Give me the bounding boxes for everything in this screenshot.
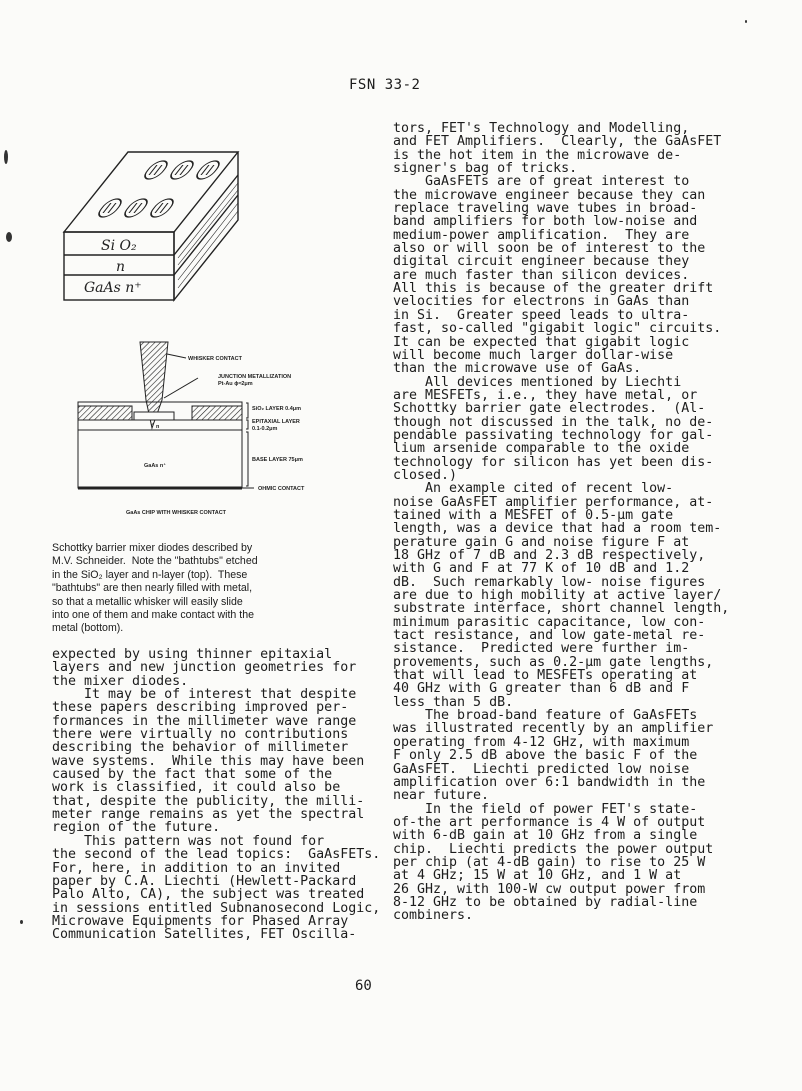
epitaxial-layer-label: EPITAXIAL LAYER [252,419,300,425]
chip-sketch-figure [56,140,246,305]
scan-speck [745,20,747,23]
gaas-label: GaAs n⁺ [84,280,142,296]
scan-speck [20,920,23,924]
whisker-contact-label: WHISKER CONTACT [188,356,242,362]
scan-speck [4,150,8,164]
junction-metal-spec: Pt-Au ϕ≈2μm [218,381,253,387]
chip-cross-section-figure [72,340,332,518]
epitaxial-layer-spec: 0.1-0.2μm [252,426,278,432]
junction-metal-label: JUNCTION METALLIZATION [218,374,292,380]
figure-title: GaAs CHIP WITH WHISKER CONTACT [126,510,227,516]
right-column-text: tors, FET's Technology and Modelling, and FET Amplifiers. Clearly, the GaAsFET is the hot item in the microwave de- signer's bag of tricks. GaAsFETs are of great interest to the microwave engineer because they can replace traveling wave tubes in broad- band amplifiers for both low-noise and medium-power amplification. They are also or will soon be of interest to the digital circuit engineer because they are much faster than silicon devices. All this is because of the greater drift velocities for electrons in GaAs than in Si. Greater speed leads to ultra- fast, so-called "gigabit logic" circuits. It can be expected that gigabit logic will become much larger dollar-wise than the microwave use of GaAs. All devices mentioned by Liechti are MESFETs, i.e., they have metal, or Schottky barrier gate electrodes. (Al- though not discussed in the talk, no de- pendable passivating technology for gal- lium arsenide comparable to the oxide technology for silicon has yet been dis- closed.) An example cited of recent low- noise GaAsFET amplifier performance, at- tained with a MESFET of 0.5-μm gate length, was a device that had a room tem- perature gain G and noise figure F at 18 GHz of 7 dB and 2.3 dB respectively, with G and F at 77 K of 10 dB and 1.2 dB. Such remarkably low- noise figures are due to high mobility at active layer/ substrate interface, short channel length, minimum parasitic capacitance, low con- tact resistance, and low gate-metal re- sistance. Predicted were further im- provements, such as 0.2-μm gate lengths, that will lead to MESFETs operating at 40 GHz with G greater than 6 dB and F less than 5 dB. The broad-band feature of GaAsFETs was illustrated recently by an amplifier operating from 4-12 GHz, with maximum F only 2.5 dB above the basic F of the GaAsFET. Liechti predicted low noise amplification over 6:1 bandwidth in the near future. In the field of power FET's state- of-the art performance is 4 W of output with 6-dB gain at 10 GHz from a single chip. Liechti predicts the power output per chip (at 4-dB gain) to rise to 25 W at 4 GHz; 15 W at 10 GHz, and 1 W at 26 GHz, with 100-W cw output power from 8-12 GHz to be obtained by radial-line combiners. [393,121,730,924]
ohmic-contact-label: OHMIC CONTACT [258,486,305,492]
figure-caption: Schottky barrier mixer diodes described by M.V. Schneider. Note the "bathtubs" etched in the SiO₂ layer and n-layer (top). These "bathtubs" are then nearly filled with metal, so that a metallic whisker will easily slide into one of them and make contact with the metal (bottom). [52,542,258,635]
scan-speck [6,232,12,242]
left-column-text: expected by using thinner epitaxial layers and new junction geometries for the mixer diodes. It may be of interest that despite these papers describing improved per- formances in the millimeter wave range there were virtually no contributions describing the behavior of millimeter wave systems. While this may have been caused by the fact that some of the work is classified, it could also be that, despite the publicity, the milli- meter range remains as yet the spectral region of the future. This pattern was not found for the second of the lead topics: GaAsFETs. For, here, in addition to an invited paper by C.A. Liechti (Hewlett-Packard Palo Alto, CA), the subject was treated in sessions entitled Subnanosecond Logic, Microwave Equipments for Phased Array Communication Satellites, FET Oscilla- [52,647,381,943]
sio2-label: Si O₂ [101,238,137,254]
sio2-layer-label: SiO₂ LAYER 0.4μm [252,406,302,412]
n-layer-label: n [116,259,126,275]
base-layer-label: BASE LAYER 75μm [252,457,303,463]
page-header: FSN 33-2 [349,77,421,93]
page-number: 60 [355,978,372,994]
gaas-substrate-label: GaAs n⁺ [144,463,167,469]
n-layer-label: n [156,424,160,430]
